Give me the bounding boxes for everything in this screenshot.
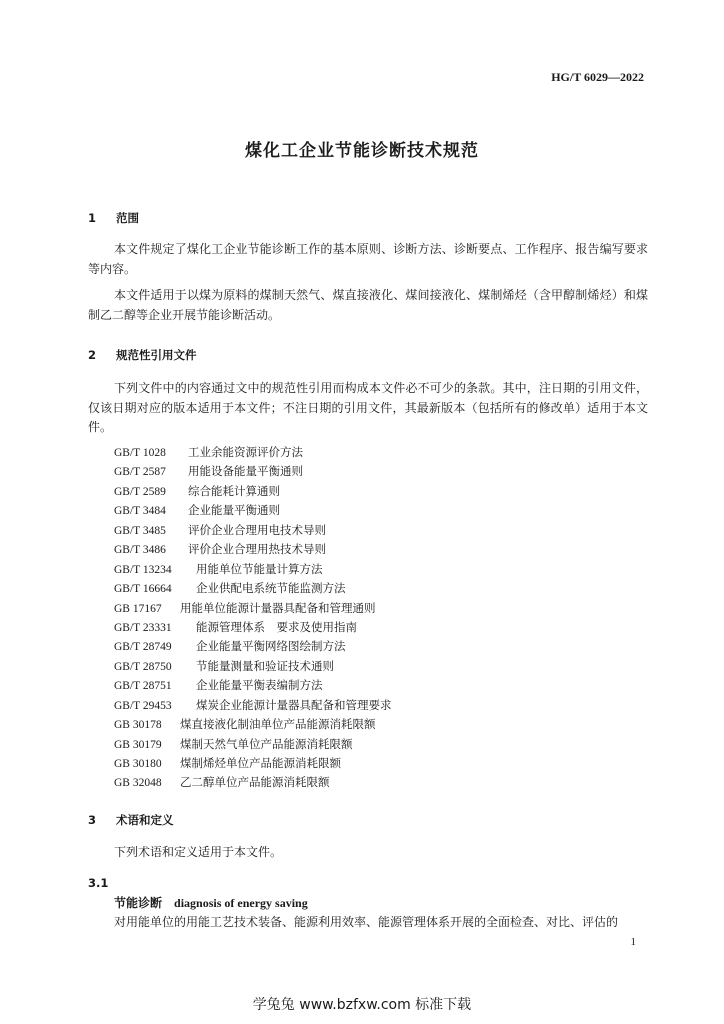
reference-item bbox=[114, 443, 392, 462]
section-number: 1 bbox=[88, 211, 97, 225]
term-number: 3.1 bbox=[88, 876, 109, 890]
reference-title: 用能设备能量平衡通则 bbox=[188, 464, 303, 479]
reference-item bbox=[114, 754, 392, 773]
reference-title: 煤直接液化制油单位产品能源消耗限额 bbox=[180, 717, 376, 732]
reference-title: 工业余能资源评价方法 bbox=[188, 445, 303, 459]
section-title: 术语和定义 bbox=[116, 813, 174, 827]
reference-title: 企业能量平衡通则 bbox=[188, 503, 280, 518]
reference-item bbox=[114, 521, 392, 540]
reference-item bbox=[114, 696, 392, 715]
normative-refs-intro: 下列文件中的内容通过文中的规范性引用而构成本文件必不可少的条款。其中，注日期的引用文件，仅该日期对应的版本适用于本文件；不注日期的引用文件，其最新版本（包括所有的修改单）适用于本文件。 bbox=[88, 381, 648, 434]
reference-item bbox=[114, 462, 392, 481]
term-zh: 节能诊断 bbox=[114, 896, 163, 910]
reference-code: GB/T 28751 bbox=[114, 680, 172, 693]
reference-code: GB/T 29453 bbox=[114, 699, 172, 712]
reference-code: GB/T 28749 bbox=[114, 641, 172, 654]
watermark-footer: 学兔兔 www.bzfxw.com 标准下载 bbox=[252, 997, 472, 1013]
reference-title: 能源管理体系 要求及使用指南 bbox=[196, 619, 357, 634]
reference-code: GB 30179 bbox=[114, 738, 162, 751]
term-definition: 对用能单位的用能工艺技术装备、能源利用效率、能源管理体系开展的全面检查、对比、评估的 bbox=[114, 915, 619, 929]
reference-title: 用能单位节能量计算方法 bbox=[196, 561, 323, 576]
section-number: 2 bbox=[88, 348, 97, 362]
reference-item bbox=[114, 618, 392, 637]
reference-item bbox=[114, 735, 392, 754]
reference-title: 企业能量平衡网络图绘制方法 bbox=[196, 639, 346, 654]
reference-list bbox=[114, 443, 392, 793]
reference-title: 用能单位能源计量器具配备和管理通则 bbox=[180, 600, 376, 615]
reference-code: GB 30180 bbox=[114, 758, 162, 770]
section-number: 3 bbox=[88, 813, 97, 827]
term-en: diagnosis of energy saving bbox=[174, 896, 308, 910]
reference-code: GB 30178 bbox=[114, 719, 162, 732]
section-title: 规范性引用文件 bbox=[116, 348, 197, 362]
reference-item bbox=[114, 540, 392, 559]
reference-item bbox=[114, 579, 392, 598]
reference-item bbox=[114, 560, 392, 579]
reference-title: 节能量测量和验证技术通则 bbox=[196, 658, 334, 673]
reference-title: 煤制烯烃单位产品能源消耗限额 bbox=[180, 756, 341, 770]
reference-item bbox=[114, 773, 392, 792]
reference-code: GB/T 1028 bbox=[114, 447, 166, 459]
reference-code: GB/T 13234 bbox=[114, 563, 172, 576]
reference-title: 综合能耗计算通则 bbox=[188, 483, 280, 498]
reference-title: 企业供配电系统节能监测方法 bbox=[196, 581, 346, 596]
reference-code: GB 17167 bbox=[114, 602, 162, 615]
reference-item bbox=[114, 657, 392, 676]
reference-code: GB/T 23331 bbox=[114, 621, 172, 634]
reference-item bbox=[114, 501, 392, 520]
reference-item bbox=[114, 676, 392, 695]
terms-intro: 下列术语和定义适用于本文件。 bbox=[114, 845, 283, 859]
section-2-heading bbox=[88, 347, 197, 363]
reference-code: GB/T 3485 bbox=[114, 524, 166, 537]
reference-item bbox=[114, 715, 392, 734]
page-number: 1 bbox=[630, 936, 636, 948]
reference-title: 煤炭企业能源计量器具配备和管理要求 bbox=[196, 697, 392, 712]
section-1-heading bbox=[88, 210, 139, 226]
reference-title: 评价企业合理用电技术导则 bbox=[188, 522, 326, 537]
reference-code: GB/T 3486 bbox=[114, 544, 166, 557]
reference-code: GB/T 16664 bbox=[114, 583, 172, 596]
section-title: 范围 bbox=[116, 211, 139, 225]
reference-item bbox=[114, 637, 392, 656]
reference-title: 企业能量平衡表编制方法 bbox=[196, 678, 323, 693]
reference-code: GB/T 2589 bbox=[114, 485, 166, 498]
reference-item bbox=[114, 482, 392, 501]
section-3-heading bbox=[88, 812, 174, 828]
reference-code: GB/T 28750 bbox=[114, 660, 172, 673]
term-heading bbox=[114, 894, 308, 911]
reference-title: 评价企业合理用热技术导则 bbox=[188, 542, 326, 557]
scope-paragraph-2: 本文件适用于以煤为原料的煤制天然气、煤直接液化、煤间接液化、煤制烯烃（含甲醇制烯烃）和煤制乙二醇等企业开展节能诊断活动。 bbox=[88, 288, 648, 322]
reference-title: 乙二醇单位产品能源消耗限额 bbox=[180, 775, 330, 790]
reference-code: GB/T 2587 bbox=[114, 466, 166, 479]
reference-code: GB/T 3484 bbox=[114, 505, 166, 518]
scope-paragraph-1: 本文件规定了煤化工企业节能诊断工作的基本原则、诊断方法、诊断要点、工作程序、报告编写要求等内容。 bbox=[88, 242, 648, 276]
reference-item bbox=[114, 599, 392, 618]
standard-code: HG/T 6029—2022 bbox=[551, 70, 644, 84]
reference-code: GB 32048 bbox=[114, 777, 162, 790]
document-title: 煤化工企业节能诊断技术规范 bbox=[245, 141, 479, 161]
reference-title: 煤制天然气单位产品能源消耗限额 bbox=[180, 736, 353, 751]
